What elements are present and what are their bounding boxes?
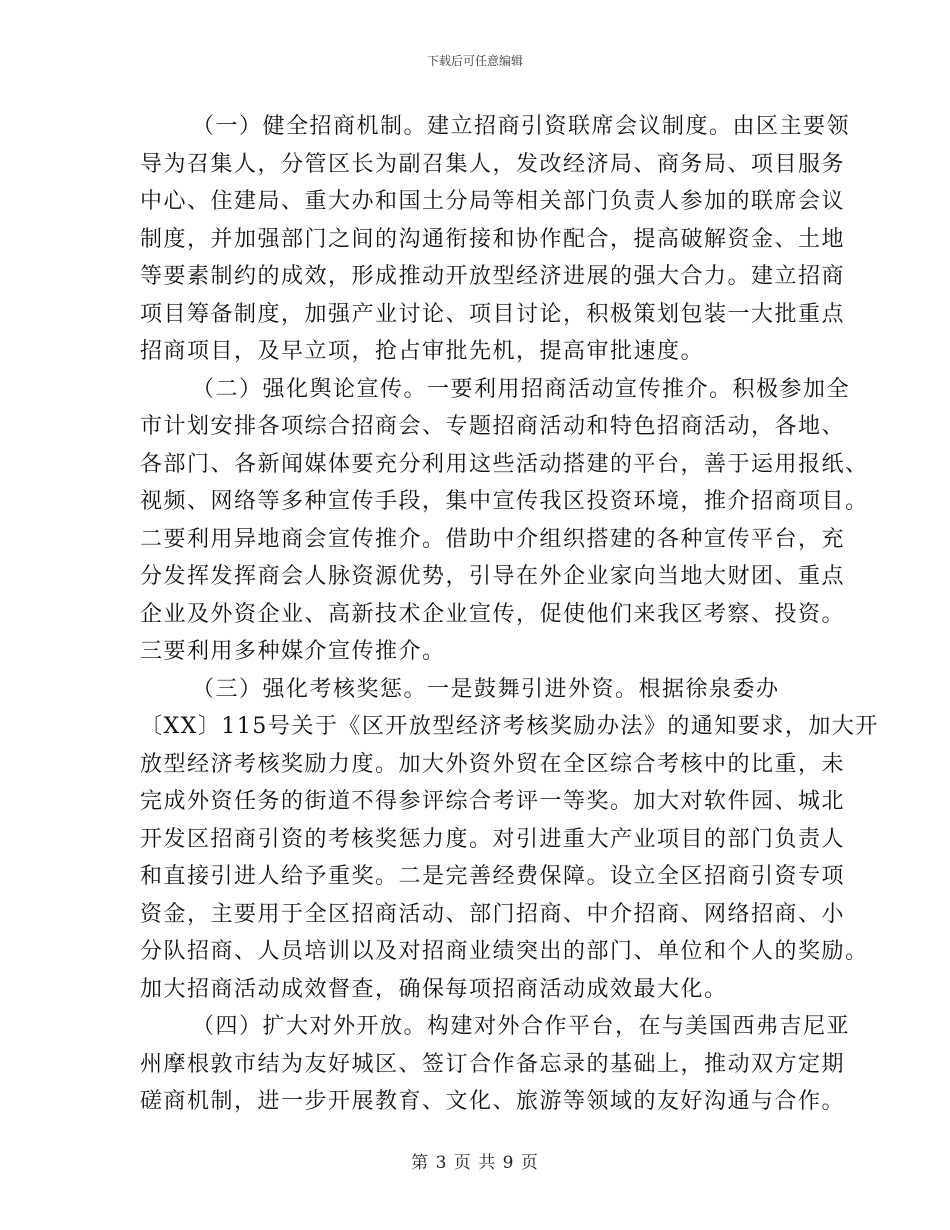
page-header: 下载后可任意编辑 <box>426 54 523 68</box>
paragraph-line: 三要利用多种媒介宣传推介。 <box>140 639 446 664</box>
paragraph-line: 各部门、各新闻媒体要充分利用这些活动搭建的平台，善于运用报纸、 <box>140 451 869 477</box>
paragraph-line: 等要素制约的成效，形成推动开放型经济进展的强大合力。建立招商 <box>140 264 846 289</box>
paragraph-line: 中心、住建局、重大办和国土分局等相关部门负责人参加的联席会议 <box>140 189 846 214</box>
paragraph-line: 加大招商活动成效督查，确保每项招商活动成效最大化。 <box>140 976 728 1002</box>
page-number-footer: 第 3 页 共 9 页 <box>411 1153 539 1173</box>
paragraph-line: 州摩根敦市结为友好城区、签订合作备忘录的基础上，推动双方定期 <box>140 1051 846 1077</box>
paragraph-4 <box>140 1008 851 1121</box>
paragraph-line: 〔XX〕115号关于《区开放型经济考核奖励办法》的通知要求，加大开 <box>140 714 879 739</box>
paragraph-1 <box>140 108 851 371</box>
paragraph-3 <box>140 671 879 1009</box>
paragraph-line: 导为召集人，分管区长为副召集人，发改经济局、商务局、项目服务 <box>140 151 846 177</box>
paragraph-line: 开发区招商引资的考核奖惩力度。对引进重大产业项目的部门负责人 <box>140 826 846 852</box>
paragraph-line: 分队招商、人员培训以及对招商业绩突出的部门、单位和个人的奖励。 <box>140 939 869 964</box>
paragraph-line: （二）强化舆论宣传。一要利用招商活动宣传推介。积极参加全 <box>192 376 851 402</box>
paragraph-line: 完成外资任务的街道不得参评综合考评一等奖。加大对软件园、城北 <box>140 789 846 814</box>
paragraph-line: 招商项目，及早立项，抢占审批先机，提高审批速度。 <box>140 339 705 364</box>
paragraph-line: 视频、网络等多种宣传手段，集中宣传我区投资环境，推介招商项目。 <box>140 489 869 514</box>
paragraph-line: 企业及外资企业、高新技术企业宣传，促使他们来我区考察、投资。 <box>140 601 846 627</box>
paragraph-line: （一）健全招商机制。建立招商引资联席会议制度。由区主要领 <box>192 114 851 139</box>
paragraph-line: 二要利用异地商会宣传推介。借助中介组织搭建的各种宣传平台，充 <box>140 526 846 552</box>
paragraph-line: 项目筹备制度，加强产业讨论、项目讨论，积极策划包装一大批重点 <box>140 301 846 327</box>
paragraph-line: 磋商机制，进一步开展教育、文化、旅游等领域的友好沟通与合作。 <box>140 1089 846 1114</box>
paragraph-line: 资金，主要用于全区招商活动、部门招商、中介招商、网络招商、小 <box>140 901 846 927</box>
paragraph-line: （四）扩大对外开放。构建对外合作平台，在与美国西弗吉尼亚 <box>192 1014 851 1039</box>
document-body <box>140 108 879 1121</box>
paragraph-line: 分发挥发挥商会人脉资源优势，引导在外企业家向当地大财团、重点 <box>140 564 846 589</box>
paragraph-2 <box>140 371 869 671</box>
paragraph-line: 市计划安排各项综合招商会、专题招商活动和特色招商活动，各地、 <box>140 414 846 439</box>
paragraph-line: 制度，并加强部门之间的沟通衔接和协作配合，提高破解资金、土地 <box>140 226 846 252</box>
paragraph-line: 和直接引进人给予重奖。二是完善经费保障。设立全区招商引资专项 <box>140 864 846 889</box>
paragraph-line: 放型经济考核奖励力度。加大外资外贸在全区综合考核中的比重，未 <box>140 751 846 777</box>
paragraph-line: （三）强化考核奖惩。一是鼓舞引进外资。根据徐泉委办 <box>192 676 780 702</box>
